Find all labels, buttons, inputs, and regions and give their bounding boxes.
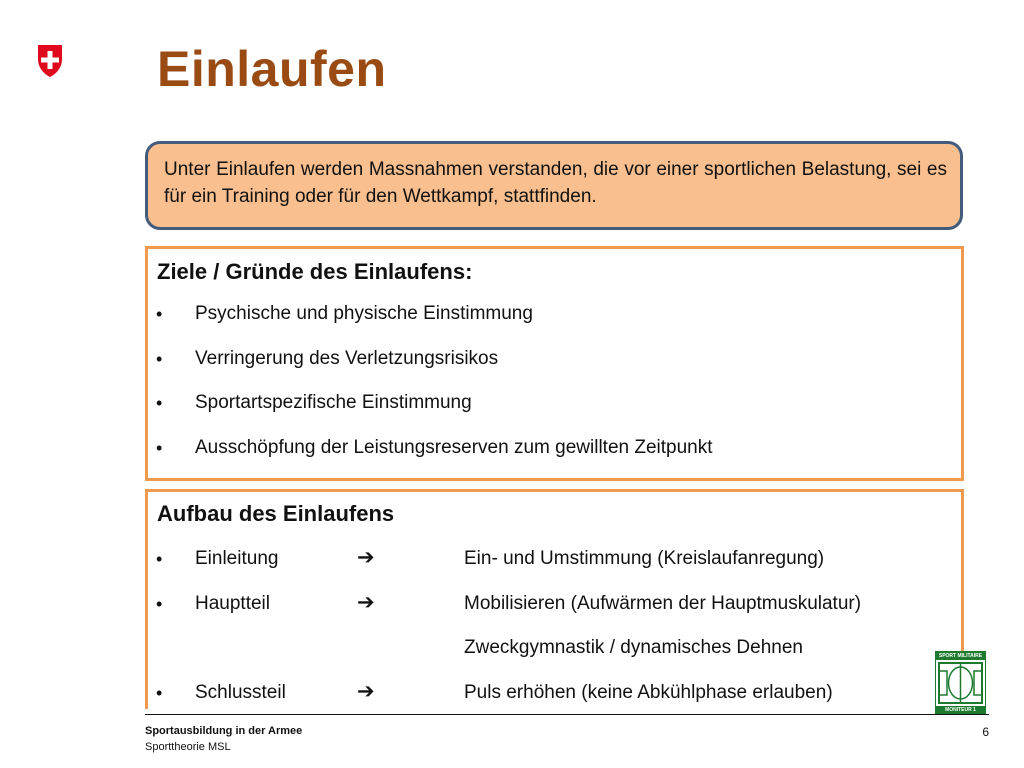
structure-row bbox=[148, 548, 961, 593]
phase-description: Ein- und Umstimmung (Kreislaufanregung) bbox=[464, 548, 825, 569]
phase-description: Zweckgymnastik / dynamisches Dehnen bbox=[464, 637, 803, 658]
sports-field-icon bbox=[937, 661, 984, 705]
right-arrow-icon: ➔ bbox=[357, 590, 375, 614]
definition-text: Unter Einlaufen werden Massnahmen verstanden, die vor einer sportlichen Belastung, sei es für ein Training oder für den Wettkampf, stattfinden. bbox=[164, 159, 947, 207]
goals-panel bbox=[145, 246, 964, 481]
structure-row bbox=[148, 679, 961, 727]
phase-label: Einleitung bbox=[195, 548, 279, 569]
bullet-marker: • bbox=[156, 304, 163, 324]
footer-divider bbox=[145, 714, 989, 715]
bullet-marker: • bbox=[156, 682, 163, 703]
phase-description: Puls erhöhen (keine Abkühlphase erlauben) bbox=[464, 681, 833, 703]
footer-subtitle: Sporttheorie MSL bbox=[145, 741, 231, 753]
bullet-marker: • bbox=[156, 393, 163, 413]
right-arrow-icon: ➔ bbox=[357, 679, 375, 703]
structure-row bbox=[148, 590, 961, 638]
swiss-cross-shield-icon bbox=[36, 44, 64, 78]
structure-panel bbox=[145, 489, 964, 709]
page-number: 6 bbox=[982, 725, 989, 739]
structure-row bbox=[148, 637, 961, 682]
logo-bottom-text: MONITEUR 1 bbox=[936, 706, 985, 714]
page-title: Einlaufen bbox=[157, 41, 387, 97]
phase-label: Schlussteil bbox=[195, 681, 286, 703]
goal-text: Verringerung des Verletzungsrisikos bbox=[195, 347, 499, 369]
bullet-marker: • bbox=[156, 437, 163, 458]
structure-list bbox=[148, 548, 961, 726]
footer-title: Sportausbildung in der Armee bbox=[145, 725, 303, 737]
goals-heading: Ziele / Gründe des Einlaufens: bbox=[157, 259, 473, 284]
bullet-marker: • bbox=[156, 549, 163, 569]
right-arrow-icon: ➔ bbox=[357, 546, 375, 569]
phase-description: Mobilisieren (Aufwärmen der Hauptmuskulatur) bbox=[464, 592, 862, 614]
bullet-marker: • bbox=[156, 348, 163, 369]
structure-heading: Aufbau des Einlaufens bbox=[157, 501, 395, 526]
goal-text: Psychische und physische Einstimmung bbox=[195, 303, 533, 324]
goal-text: Sportartspezifische Einstimmung bbox=[195, 392, 472, 413]
bullet-marker: • bbox=[156, 593, 163, 614]
goal-text: Ausschöpfung der Leistungsreserven zum gewillten Zeitpunkt bbox=[195, 436, 713, 458]
definition-box bbox=[145, 141, 963, 230]
logo-top-text: SPORT MILITAIRE bbox=[936, 652, 985, 660]
phase-label: Hauptteil bbox=[195, 592, 270, 614]
sport-militaire-logo bbox=[935, 651, 986, 715]
